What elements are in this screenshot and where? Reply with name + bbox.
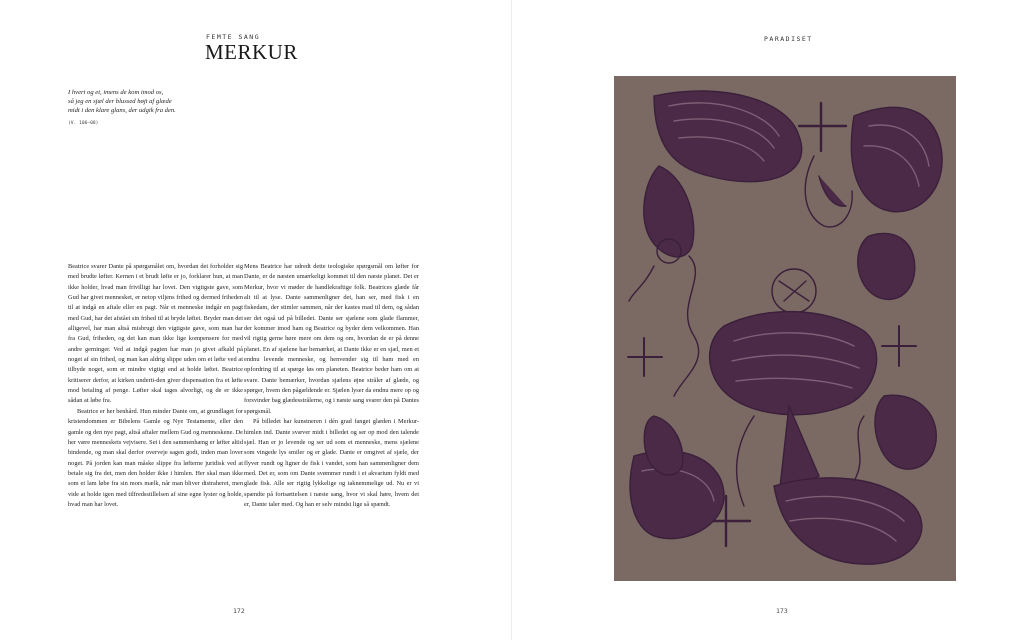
- epigraph-line: så jeg en sjæl der blussed højt af glæde: [68, 98, 172, 106]
- purple-etching-illustration: [614, 76, 956, 581]
- epigraph: [68, 88, 248, 128]
- chapter-title: MERKUR: [205, 40, 298, 64]
- illustration-icon: [614, 76, 956, 581]
- body-column-1: [68, 262, 243, 510]
- running-head: PARADISET: [764, 35, 813, 43]
- body-column-2: [244, 262, 419, 510]
- epigraph-reference: (V. 106–08): [68, 120, 99, 126]
- paragraph: På billedet har kunstneren i dén grad fanget glæden i Merkur-himlen ind. Dante svæver midt i billedet og ser op mod den talende sjæl. Han er jo levende og ser ud som et menneske, mens sjælene som vingede lys smiler og er glade. Dante er omgivet af sjæle, der flyver rundt og ligner de fisk i vandet, som han sammenligner dem med. Det er, som om Dante svømmer rundt i et akvarium fyldt med glade fisk. Alle ser rigtig lykkelige og taknemmelige ud. Nu er vi spændte på fortsættelsen i næste sang, hvor vi skal høre, hvem det er, Dante taler med. Og han er selv mindst lige så spændt.: [244, 418, 419, 508]
- epigraph-line: I hvert og et, imens de kom imod os,: [68, 89, 164, 96]
- page-number-right: 173: [776, 607, 788, 615]
- paragraph: Mens Beatrice har udredt dette teologiske spørgsmål om løfter for Dante, er de næsten umærkeligt kommet til den næste planet. Det er Merkur, hvor vi møder de handlekraftige folk. Beatrices glæde får alt til at lyse. Dante sammenligner det, han ser, med fisk i en fiskedam, der stimler sammen, når der kastes mad til dem, og sådan ser det også ud på billedet. Dante ser sjælene som glade flammer, der kommer imod ham og Beatrice og byder dem velkommen. Han vil rigtig gerne høre mere om dem og om, hvordan de er på denne planet. En af sjælene har bemærket, at Dante ikke er en sjæl, men et endnu levende menneske, og henvender sig til ham med en opfordring til at spørge løs om planeten. Beatrice beder ham om at svare. Dante bemærker, hvordan sjælens øjne stråler af glæde, og spørger, hvem den pågældende er. Sjælen lyser da endnu mere op og forsvinder bag glædesstrålerne, og i næste sang svarer den på Dantes spørgsmål.: [244, 263, 419, 415]
- book-spine: [511, 0, 512, 640]
- page-number-left: 172: [233, 607, 245, 615]
- chapter-label: FEMTE SANG: [206, 33, 261, 41]
- epigraph-line: midt i den klare glans, der udgik fra den.: [68, 107, 176, 115]
- paragraph: Beatrice er her benhård. Hun minder Dante om, at grundlaget for kristendommen er Bibelens Gamle og Nye Testamente, eller den gamle og den nye pagt, altså aftaler mellem Gud og menneskene. De her være menneskets vejvisere. Set i den sammenhæng er løfter altid bindende, og man skal derfor overveje sagen godt, inden man lover noget. På jorden kan man måske slippe fra løfterne juridisk ved at betale sig fra det, men den holder ikke i himlen. Her skal man ikke som et lam løbe fra sin mors mælk, når man bliver distraheret, men vide at holde igen med tilfredsstillelsen af sine egne lyster og holde, hvad man har lovet.: [68, 407, 243, 508]
- paragraph: Beatrice svarer Dante på spørgsmålet om, hvordan det forholder sig med brudte løfter. Kernen i et brudt løfte er jo, forklarer hun, at man ikke holder, hvad man frivilligt har lovet. Den vigtigste gave, som Gud har givet mennesket, er netop viljens frihed og dermed friheden til at indgå en aftale eller en pagt. Når et menneske indgår en pagt med Gud, har det afstået sin frihed til at bryde løftet. Bryder man det alligevel, har man altså misbrugt den vigtigste gave, som man har fra Gud, friheden, og det kan man ikke lige kompensere for med andre gerninger. Ved at indgå pagten har man jo givet afkald på noget af sin frihed, og man kan aldrig slippe uden om et løfte ved at tilbyde noget, som er mindre vigtigt end at holde løftet. Beatrice kritiserer derfor, at kirken underti-den giver dispensation fra et løfte mod betaling af penge. Løfter skal tages alvorligt, og de er ikke sådan at løbe fra.: [68, 263, 243, 405]
